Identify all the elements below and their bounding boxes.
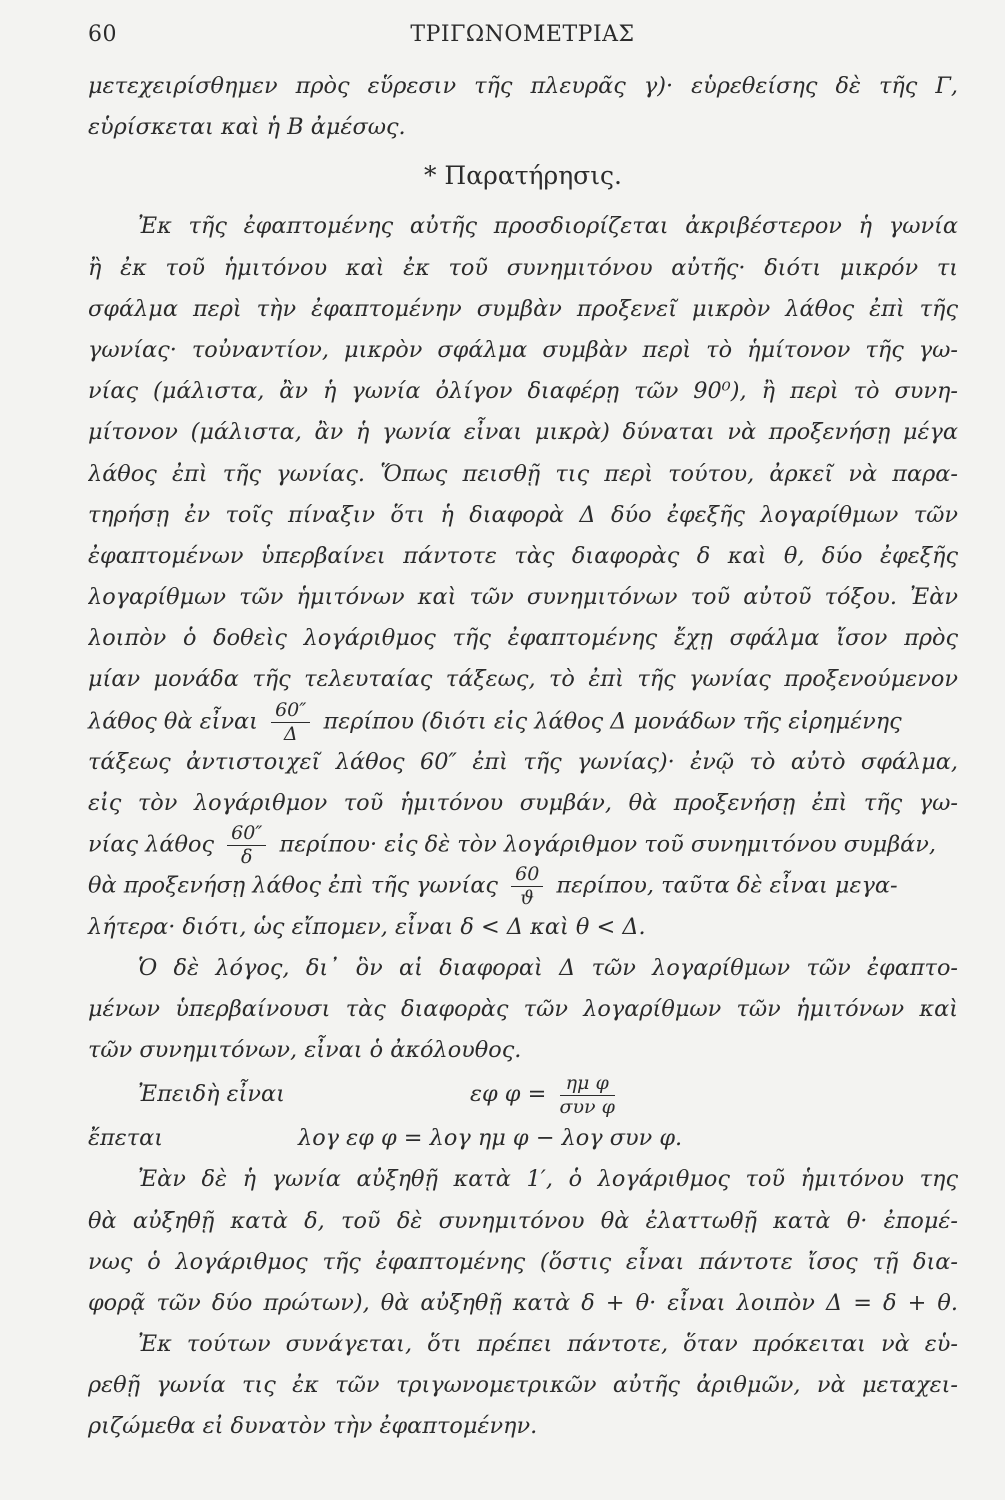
text-line: εἰς τὸν λογάριθμον τοῦ ἡμιτόνου συμβάν, θὰ προξενήσῃ ἐπὶ τῆς γω- xyxy=(88,790,958,816)
text-line: τάξεως ἀντιστοιχεῖ λάθος 60″ ἐπὶ τῆς γωνίας)· ἐνῷ τὸ αὐτὸ σφάλμα, xyxy=(88,748,958,775)
text-line: τηρήσῃ ἐν τοῖς πίναξιν ὅτι ἡ διαφορὰ Δ δύο ἐφεξῆς λογαρίθμων τῶν xyxy=(88,501,958,528)
text-line: θὰ αὐξηθῇ κατὰ δ, τοῦ δὲ συνημιτόνου θὰ ἐλαττωθῇ κατὰ θ· ἐπομέ- xyxy=(88,1207,958,1234)
fraction-denominator: συν φ xyxy=(559,1095,615,1118)
text-line: φορᾷ τῶν δύο πρώτων), θὰ αὐξηθῇ κατὰ δ + θ· εἶναι λοιπὸν Δ = δ + θ. xyxy=(88,1289,958,1316)
text-line: λογαρίθμων τῶν ἡμιτόνων καὶ τῶν συνημιτόνων τοῦ αὐτοῦ τόξου. Ἐὰν xyxy=(88,584,958,611)
text-segment: περίπου· εἰς δὲ τὸν λογάριθμον τοῦ συνημιτόνου συμβάν, xyxy=(279,831,937,858)
text-line: σφάλμα περὶ τὴν ἐφαπτομένην συμβὰν προξενεῖ μικρὸν λάθος ἐπὶ τῆς xyxy=(88,295,958,322)
fraction xyxy=(271,698,310,745)
section-heading: * Παρατήρησις. xyxy=(423,161,622,191)
text-line-with-fraction xyxy=(88,863,958,910)
text-line: μένων ὑπερβαίνουσι τὰς διαφορὰς τῶν λογαρίθμων τῶν ἡμιτόνων καὶ xyxy=(88,995,958,1022)
text-line: μίαν μονάδα τῆς τελευταίας τάξεως, τὸ ἐπὶ τῆς γωνίας προξενούμενον xyxy=(88,666,958,693)
text-line: ρεθῇ γωνία τις ἐκ τῶν τριγωνομετρικῶν αὐτῆς ἀριθμῶν, νὰ μεταχει- xyxy=(88,1372,958,1399)
formula-line xyxy=(88,1117,958,1159)
text-segment: λάθος θὰ εἶναι xyxy=(88,708,258,735)
text-line: μίτονον (μάλιστα, ἂν ἡ γωνία εἶναι μικρὰ) δύναται νὰ προξενήσῃ μέγα xyxy=(88,419,958,446)
text-line: εὑρίσκεται καὶ ἡ Β ἀμέσως. xyxy=(88,114,406,141)
text-line: τῶν συνημιτόνων, εἶναι ὁ ἀκόλουθος. xyxy=(88,1037,522,1064)
formula-lhs: εφ φ = xyxy=(470,1081,547,1108)
fraction xyxy=(511,865,543,908)
fraction-numerator: 60 xyxy=(511,865,543,887)
text-line: ἐφαπτομένων ὑπερβαίνει πάντοτε τὰς διαφορὰς δ καὶ θ, δύο ἐφεξῆς xyxy=(88,542,958,569)
formula-label: ἔπεται xyxy=(88,1125,164,1152)
text-line-with-fraction xyxy=(88,698,958,745)
text-segment: περίπου (διότι εἰς λάθος Δ μονάδων τῆς εἰρημένης xyxy=(323,708,902,735)
running-title: ΤΡΙΓΩΝΟΜΕΤΡΙΑΣ xyxy=(410,22,635,47)
text-line: νως ὁ λογάριθμος τῆς ἐφαπτομένης (ὅστις εἶναι πάντοτε ἴσος τῇ δια- xyxy=(88,1248,958,1275)
fraction-numerator: ημ φ xyxy=(560,1074,615,1096)
text-line: λοιπὸν ὁ δοθεὶς λογάριθμος τῆς ἐφαπτομένης ἔχῃ σφάλμα ἴσον πρὸς xyxy=(88,625,958,652)
text-line-with-fraction xyxy=(88,822,958,869)
fraction xyxy=(227,824,266,867)
text-segment: θὰ προξενήσῃ λάθος ἐπὶ τῆς γωνίας xyxy=(88,872,498,899)
text-line: ἢ ἐκ τοῦ ἡμιτόνου καὶ ἐκ τοῦ συνημιτόνου αὐτῆς· διότι μικρόν τι xyxy=(88,254,958,281)
text-line: Ὁ δὲ λόγος, δι᾿ ὃν αἱ διαφοραὶ Δ τῶν λογαρίθμων τῶν ἐφαπτο- xyxy=(138,954,958,981)
page-header xyxy=(88,22,957,52)
body-text xyxy=(88,66,958,1448)
fraction-denominator: δ xyxy=(241,846,253,869)
text-line: Ἐὰν δὲ ἡ γωνία αὐξηθῇ κατὰ 1′, ὁ λογάριθμος τοῦ ἡμιτόνου της xyxy=(138,1166,958,1193)
text-line: λάθος ἐπὶ τῆς γωνίας. Ὅπως πεισθῇ τις περὶ τούτου, ἀρκεῖ νὰ παρα- xyxy=(88,460,958,487)
text-line: λήτερα· διότι, ὡς εἴπομεν, εἶναι δ < Δ καὶ θ < Δ. xyxy=(88,913,646,940)
text-line: γωνίας· τοὐναντίον, μικρὸν σφάλμα συμβὰν περὶ τὸ ἡμίτονον τῆς γω- xyxy=(88,336,958,363)
fraction-numerator: 60″ xyxy=(271,701,310,723)
text-line: ριζώμεθα εἰ δυνατὸν τὴν ἐφαπτομένην. xyxy=(88,1413,538,1440)
formula-line xyxy=(88,1071,958,1117)
formula-expression: λογ εφ φ = λογ ημ φ − λογ συν φ. xyxy=(298,1125,683,1152)
fraction-denominator: ϑ xyxy=(520,887,534,910)
text-segment: περίπου, ταῦτα δὲ εἶναι μεγα- xyxy=(556,872,898,899)
text-line: Ἐκ τῆς ἐφαπτομένης αὐτῆς προσδιορίζεται ἀκριβέστερον ἡ γωνία xyxy=(138,213,958,240)
page-number: 60 xyxy=(88,22,117,47)
fraction-numerator: 60″ xyxy=(227,824,266,846)
fraction-denominator: Δ xyxy=(283,722,298,745)
formula-label: Ἐπειδὴ εἶναι xyxy=(138,1081,285,1108)
formula-expression xyxy=(470,1071,621,1117)
text-line: νίας (μάλιστα, ἂν ἡ γωνία ὀλίγον διαφέρῃ τῶν 90⁰), ἢ περὶ τὸ συνη- xyxy=(88,378,958,405)
text-segment: νίας λάθος xyxy=(88,831,214,858)
fraction xyxy=(559,1071,615,1118)
text-line: μετεχειρίσθημεν πρὸς εὕρεσιν τῆς πλευρᾶς γ)· εὑρεθείσης δὲ τῆς Γ, xyxy=(88,73,958,99)
text-line: Ἐκ τούτων συνάγεται, ὅτι πρέπει πάντοτε, ὅταν πρόκειται νὰ εὑ- xyxy=(138,1331,958,1358)
